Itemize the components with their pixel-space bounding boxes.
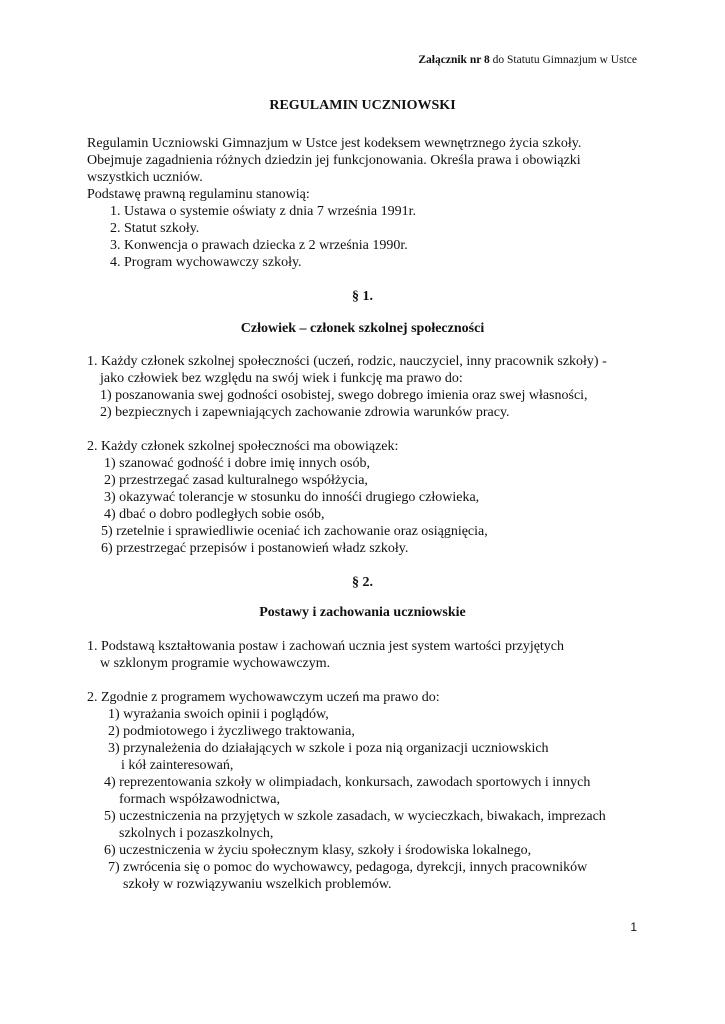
page-number: 1 (630, 920, 637, 934)
list-item-continuation: szkoły w rozwiązywaniu wszelkich problemów. (123, 877, 392, 892)
intro-line: Regulamin Uczniowski Gimnazjum w Ustce jest kodeksem wewnętrznego życia szkoły. (87, 136, 582, 151)
legal-basis-item: 1. Ustawa o systemie oświaty z dnia 7 września 1991r. (110, 204, 416, 219)
list-item: 5) uczestniczenia na przyjętych w szkole zasadach, w wycieczkach, biwakach, imprezach (104, 809, 606, 824)
attachment-label: Załącznik nr 8 (418, 54, 490, 66)
paragraph-line: 2. Każdy członek szkolnej społeczności ma obowiązek: (87, 439, 399, 454)
section-number: § 2. (352, 575, 373, 590)
section-number: § 1. (352, 289, 373, 304)
list-item-continuation: i kół zainteresowań, (121, 758, 234, 773)
paragraph-line: jako człowiek bez względu na swój wiek i funkcję ma prawo do: (100, 371, 463, 386)
list-item: 2) podmiotowego i życzliwego traktowania, (108, 724, 355, 739)
attachment-reference: do Statutu Gimnazjum w Ustce (489, 54, 637, 66)
list-item: 3) przynależenia do działających w szkole i poza nią organizacji uczniowskich (108, 741, 549, 756)
list-item-continuation: szkolnych i pozaszkolnych, (119, 826, 274, 841)
list-item: 1) szanować godność i dobre imię innych osób, (104, 456, 370, 471)
list-item: 4) dbać o dobro podległych sobie osób, (104, 507, 325, 522)
paragraph-line: 2. Zgodnie z programem wychowawczym uczeń ma prawo do: (87, 690, 440, 705)
intro-line: Obejmuje zagadnienia różnych dziedzin jej funkcjonowania. Określa prawa i obowiązki (87, 153, 581, 168)
list-item: 5) rzetelnie i sprawiedliwie oceniać ich zachowanie oraz osiągnięcia, (101, 524, 488, 539)
paragraph-line: 1. Każdy członek szkolnej społeczności (uczeń, rodzic, nauczyciel, inny pracownik szkoły) - (87, 354, 607, 369)
list-item: 1) poszanowania swej godności osobistej, swego dobrego imienia oraz swej własności, (100, 388, 588, 403)
list-item: 6) uczestniczenia w życiu społecznym klasy, szkoły i środowiska lokalnego, (104, 843, 532, 858)
legal-basis-item: 4. Program wychowawczy szkoły. (110, 255, 302, 270)
list-item: 7) zwrócenia się o pomoc do wychowawcy, pedagoga, dyrekcji, innych pracowników (108, 860, 588, 875)
intro-line: wszystkich uczniów. (87, 170, 203, 185)
section-title: Postawy i zachowania uczniowskie (259, 605, 466, 620)
list-item: 2) przestrzegać zasad kulturalnego współżycia, (104, 473, 368, 488)
paragraph-line: 1. Podstawą kształtowania postaw i zachowań ucznia jest system wartości przyjętych (87, 639, 565, 654)
intro-line: Podstawę prawną regulaminu stanowią: (87, 187, 310, 202)
legal-basis-item: 3. Konwencja o prawach dziecka z 2 września 1990r. (110, 238, 408, 253)
section-title: Człowiek – członek szkolnej społeczności (240, 321, 485, 336)
legal-basis-item: 2. Statut szkoły. (110, 221, 200, 236)
paragraph-line: w szklonym programie wychowawczym. (100, 656, 331, 671)
list-item: 4) reprezentowania szkoły w olimpiadach, konkursach, zawodach sportowych i innych (104, 775, 591, 790)
list-item: 2) bezpiecznych i zapewniających zachowanie zdrowia warunków pracy. (100, 405, 510, 420)
document-title: REGULAMIN UCZNIOWSKI (269, 98, 456, 113)
list-item: 1) wyrażania swoich opinii i poglądów, (108, 707, 329, 722)
list-item: 3) okazywać tolerancje w stosunku do innośći drugiego człowieka, (104, 490, 480, 505)
list-item: 6) przestrzegać przepisów i postanowień władz szkoły. (101, 541, 409, 556)
attachment-header (418, 52, 637, 69)
list-item-continuation: formach współzawodnictwa, (119, 792, 280, 807)
